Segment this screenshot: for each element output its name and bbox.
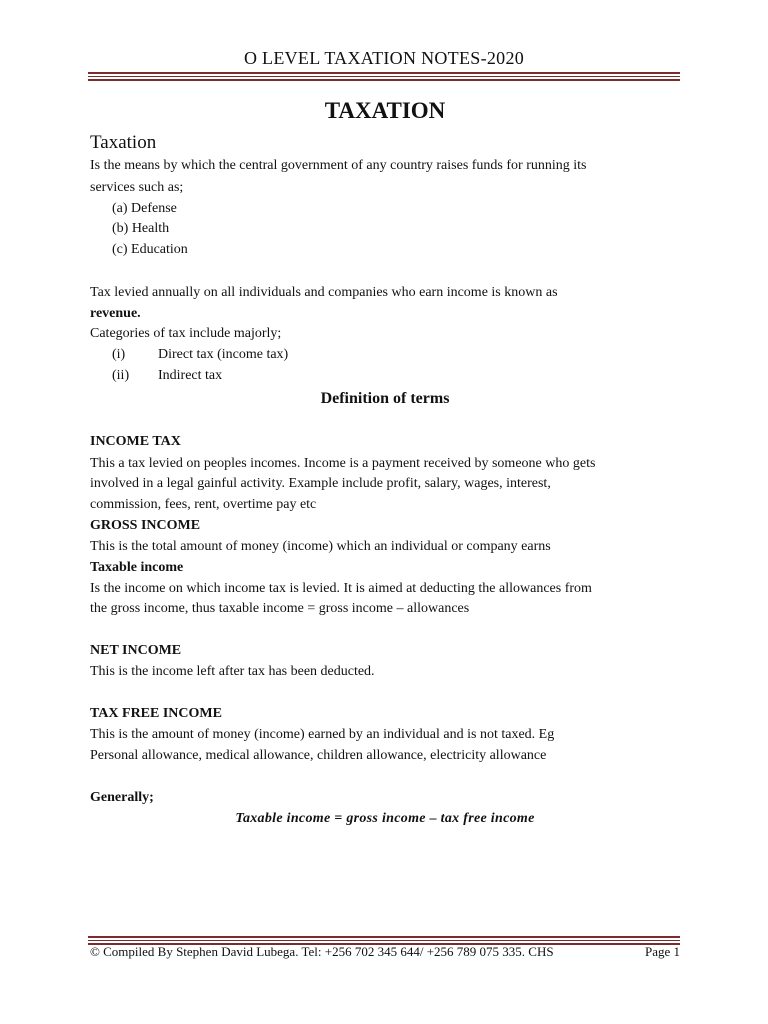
- taxation-definition-line-1: Is the means by which the central government of any country raises funds for running its: [90, 158, 587, 173]
- category-text: Indirect tax: [158, 368, 223, 383]
- category-number: (ii): [112, 368, 130, 383]
- gross-income-line-1: This is the total amount of money (income) which an individual or company earns: [90, 539, 551, 554]
- income-tax-line-1: This a tax levied on peoples incomes. Income is a payment received by someone who gets: [90, 456, 596, 471]
- category-text: Direct tax (income tax): [158, 347, 289, 362]
- taxable-income-heading: Taxable income: [90, 560, 184, 575]
- page-number: Page 1: [644, 944, 680, 959]
- taxation-definition-line-2: services such as;: [90, 180, 184, 195]
- taxable-income-line-1: Is the income on which income tax is levied. It is aimed at deducting the allowances from: [90, 581, 592, 596]
- categories-intro: Categories of tax include majorly;: [90, 326, 282, 341]
- header-rule: [88, 72, 680, 81]
- tax-free-income-heading: TAX FREE INCOME: [90, 706, 222, 721]
- definitions-heading: Definition of terms: [320, 390, 450, 407]
- income-tax-line-2: involved in a legal gainful activity. Example include profit, salary, wages, interest,: [90, 476, 551, 491]
- taxable-income-line-2: the gross income, thus taxable income = gross income – allowances: [90, 601, 470, 616]
- generally-label: Generally;: [90, 790, 154, 805]
- gross-income-heading: GROSS INCOME: [90, 518, 201, 533]
- taxation-heading: Taxation: [90, 132, 157, 153]
- service-item-defense: (a) Defense: [112, 201, 177, 216]
- category-item-direct: [112, 347, 288, 363]
- income-tax-heading: INCOME TAX: [90, 434, 181, 449]
- document-title: TAXATION: [324, 98, 446, 123]
- income-tax-line-3: commission, fees, rent, overtime pay etc: [90, 497, 317, 512]
- taxable-income-formula: Taxable income = gross income – tax free income: [235, 811, 535, 826]
- tax-free-income-line-2: Personal allowance, medical allowance, children allowance, electricity allowance: [90, 748, 547, 763]
- net-income-heading: NET INCOME: [90, 643, 182, 658]
- net-income-line-1: This is the income left after tax has been deducted.: [90, 664, 375, 679]
- footer-credit: © Compiled By Stephen David Lubega. Tel: +256 702 345 644/ +256 789 075 335. CHS: [90, 944, 554, 959]
- category-item-indirect: [112, 368, 222, 384]
- service-item-health: (b) Health: [112, 221, 170, 236]
- service-item-education: (c) Education: [112, 242, 188, 257]
- revenue-term: revenue.: [90, 306, 141, 321]
- category-number: (i): [112, 347, 126, 362]
- tax-free-income-line-1: This is the amount of money (income) earned by an individual and is not taxed. Eg: [90, 727, 555, 742]
- revenue-line-1: Tax levied annually on all individuals and companies who earn income is known as: [90, 285, 558, 300]
- running-header-title: O LEVEL TAXATION NOTES-2020: [243, 48, 525, 68]
